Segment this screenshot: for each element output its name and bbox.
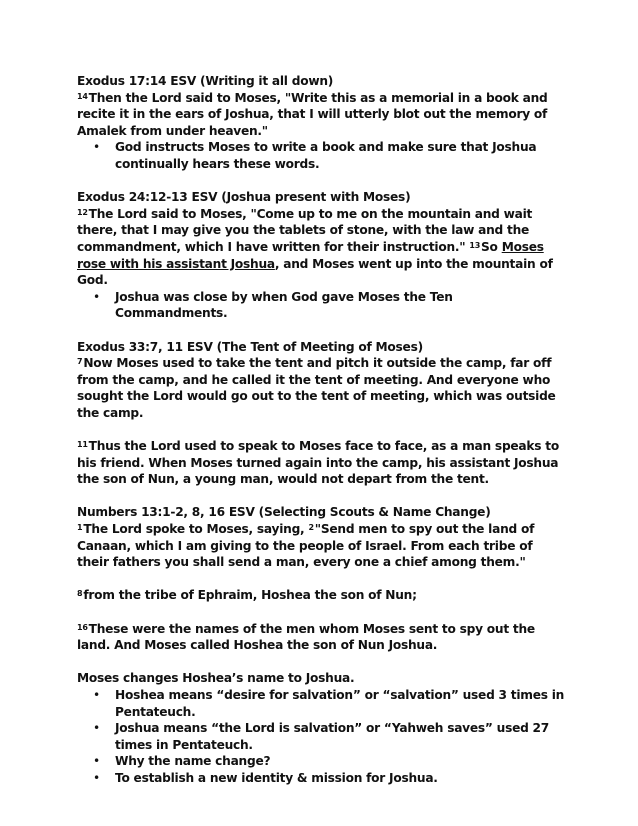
verse-text: Now Moses used to take the tent and pitch it outside the camp, far off from the camp, and he called it the tent of meeting. And everyone who sought the Lord would go out to the tent of meeting, which was outside the camp.	[77, 356, 556, 420]
verse-text: from the tribe of Ephraim, Hoshea the son of Nun;	[83, 588, 417, 603]
verse-text: Then the Lord said to Moses, "Write this as a memorial in a book and recite it in the ears of Joshua, that I will utterly blot out the memory of Amalek from under heaven."	[77, 90, 548, 138]
verse-number: 1	[77, 523, 83, 533]
verse-text: These were the names of the men whom Moses sent to spy out the land. And Moses called Hoshea the son of Nun Joshua.	[77, 621, 535, 653]
verse-number: 7	[77, 357, 83, 367]
bullet-icon: •	[93, 754, 100, 769]
list-item-text: Why the name change?	[115, 754, 271, 769]
list-item-text: God instructs Moses to write a book and make sure that Joshua continually hears these words.	[115, 140, 537, 171]
list-item	[77, 720, 567, 753]
verse-paragraph	[77, 355, 567, 421]
verse-number: 2	[308, 523, 314, 533]
verse-text: , and Moses went up into the mountain of God.	[77, 256, 553, 288]
list-item-text: Hoshea means “desire for salvation” or “salvation” used 3 times in Pentateuch.	[115, 687, 565, 719]
verse-number: 11	[77, 440, 88, 450]
bullet-icon: •	[93, 770, 100, 785]
section-heading: Exodus 33:7, 11 ESV (The Tent of Meeting of Moses)	[77, 339, 423, 354]
verse-text: Thus the Lord used to speak to Moses face to face, as a man speaks to his friend. When Moses turned again into the camp, his assistant Joshua the son of Nun, a young man, would not depart from the tent.	[77, 439, 559, 487]
verse-text: The Lord spoke to Moses, saying,	[83, 522, 305, 537]
document-page	[77, 73, 567, 787]
section-heading: Exodus 17:14 ESV (Writing it all down)	[77, 74, 334, 88]
bullet-icon: •	[93, 687, 100, 702]
verse-text: "Send men to spy out the land of Canaan, which I am giving to the people of Israel. From each tribe of their fathers you shall send a man, every one a chief among them."	[77, 522, 535, 570]
verse-paragraph	[77, 621, 567, 654]
verse-number: 16	[77, 622, 88, 632]
bullet-icon: •	[93, 140, 100, 155]
verse-paragraph	[77, 438, 567, 488]
list-item-text: Joshua means “the Lord is salvation” or “Yahweh saves” used 27 times in Pentateuch.	[115, 721, 550, 752]
section-heading: Numbers 13:1-2, 8, 16 ESV (Selecting Scouts & Name Change)	[77, 505, 491, 520]
list-item	[77, 753, 567, 770]
verse-paragraph	[77, 521, 567, 571]
list-item	[77, 139, 567, 172]
verse-text: So	[481, 239, 502, 254]
list-item	[77, 289, 567, 322]
list-item-text: To establish a new identity & mission for Joshua.	[115, 770, 438, 785]
verse-paragraph	[77, 206, 567, 289]
bullet-icon: •	[93, 289, 100, 304]
list-item-text: Joshua was close by when God gave Moses the Ten Commandments.	[115, 289, 453, 321]
bullet-list	[77, 289, 567, 322]
section-heading: Moses changes Hoshea’s name to Joshua.	[77, 671, 355, 686]
verse-paragraph	[77, 90, 567, 140]
verse-number: 14	[77, 91, 88, 101]
bullet-list	[77, 139, 567, 172]
section-heading: Exodus 24:12-13 ESV (Joshua present with Moses)	[77, 190, 411, 205]
underlined-phrase: Moses rose with his assistant Joshua	[77, 239, 544, 271]
list-item	[77, 687, 567, 720]
verse-number: 12	[77, 207, 88, 217]
bullet-list	[77, 687, 567, 787]
verse-number: 8	[77, 589, 83, 599]
verse-paragraph	[77, 587, 567, 604]
list-item	[77, 770, 567, 787]
verse-text: The Lord said to Moses, "Come up to me on the mountain and wait there, that I may give you the tablets of stone, with the law and the commandment, which I have written for their instruction."	[77, 206, 533, 254]
bullet-icon: •	[93, 721, 100, 736]
verse-number: 13	[469, 240, 481, 250]
